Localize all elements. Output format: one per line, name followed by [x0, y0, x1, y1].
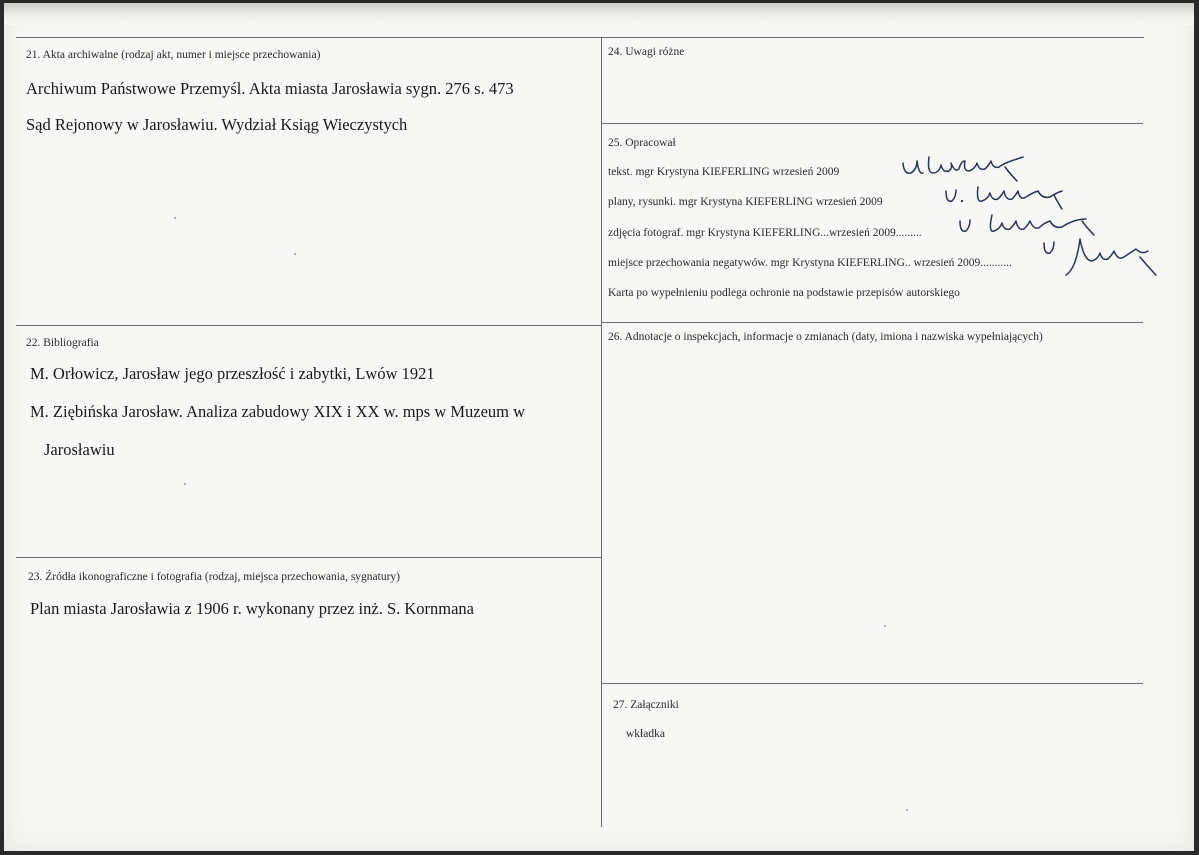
section-27-label: 27. Załączniki [613, 699, 679, 711]
scan-speck [184, 483, 186, 485]
section-22-line-2: M. Ziębińska Jarosław. Analiza zabudowy XIX i XX w. mps w Muzeum w [30, 402, 526, 421]
section-23-label: 23. Źródła ikonograficzne i fotografia (rodzaj, miejsca przechowania, sygnatury) [28, 571, 400, 583]
section-22-line-3: Jarosławiu [44, 440, 115, 459]
rule-left-21-22 [16, 325, 602, 326]
copyright-note: Karta po wypełnieniu podlega ochronie na podstawie przepisów autorskiego [608, 287, 960, 299]
signature-2 [942, 185, 1072, 213]
signature-1 [899, 155, 1039, 185]
scan-speck [906, 809, 908, 811]
scan-speck [174, 217, 176, 219]
section-22-line-1: M. Orłowicz, Jarosław jego przeszłość i zabytki, Lwów 1921 [30, 364, 435, 383]
section-21-label: 21. Akta archiwalne (rodzaj akt, numer i miejsce przechowania) [26, 49, 321, 61]
form-sheet [4, 3, 1194, 851]
signature-3 [956, 215, 1116, 241]
section-22-label: 22. Bibliografia [26, 337, 99, 349]
section-21-line-1: Archiwum Państwowe Przemyśl. Akta miasta Jarosławia sygn. 276 s. 473 [26, 79, 514, 98]
scan-speck [294, 253, 296, 255]
signature-4 [1040, 239, 1160, 279]
center-divider [601, 37, 602, 827]
rule-right-24-25 [601, 123, 1143, 124]
scan-edge [4, 3, 1194, 25]
author-row-text: tekst. mgr Krystyna KIEFERLING wrzesień 2009 [608, 166, 840, 178]
attachment-item: wkładka [626, 728, 665, 740]
section-24-label: 24. Uwagi różne [608, 46, 685, 58]
author-row-negatives: miejsce przechowania negatywów. mgr Krystyna KIEFERLING.. wrzesień 2009........... [608, 257, 1012, 269]
rule-right-26-27 [601, 683, 1143, 684]
section-23-line-1: Plan miasta Jarosławia z 1906 r. wykonany przez inż. S. Kornmana [30, 599, 475, 618]
rule-right-25-26 [601, 322, 1143, 323]
scan-speck [884, 625, 886, 627]
top-rule [16, 37, 1144, 38]
section-26-label: 26. Adnotacje o inspekcjach, informacje o zmianach (daty, imiona i nazwiska wypełniających) [608, 331, 1043, 343]
author-row-plans: plany, rysunki. mgr Krystyna KIEFERLING wrzesień 2009 [608, 196, 883, 208]
author-row-photos: zdjęcia fotograf. mgr Krystyna KIEFERLING...wrzesień 2009......... [608, 227, 922, 239]
section-25-label: 25. Opracował [608, 137, 676, 149]
rule-left-22-23 [16, 557, 602, 558]
section-21-line-2: Sąd Rejonowy w Jarosławiu. Wydział Ksiąg Wieczystych [26, 115, 408, 134]
